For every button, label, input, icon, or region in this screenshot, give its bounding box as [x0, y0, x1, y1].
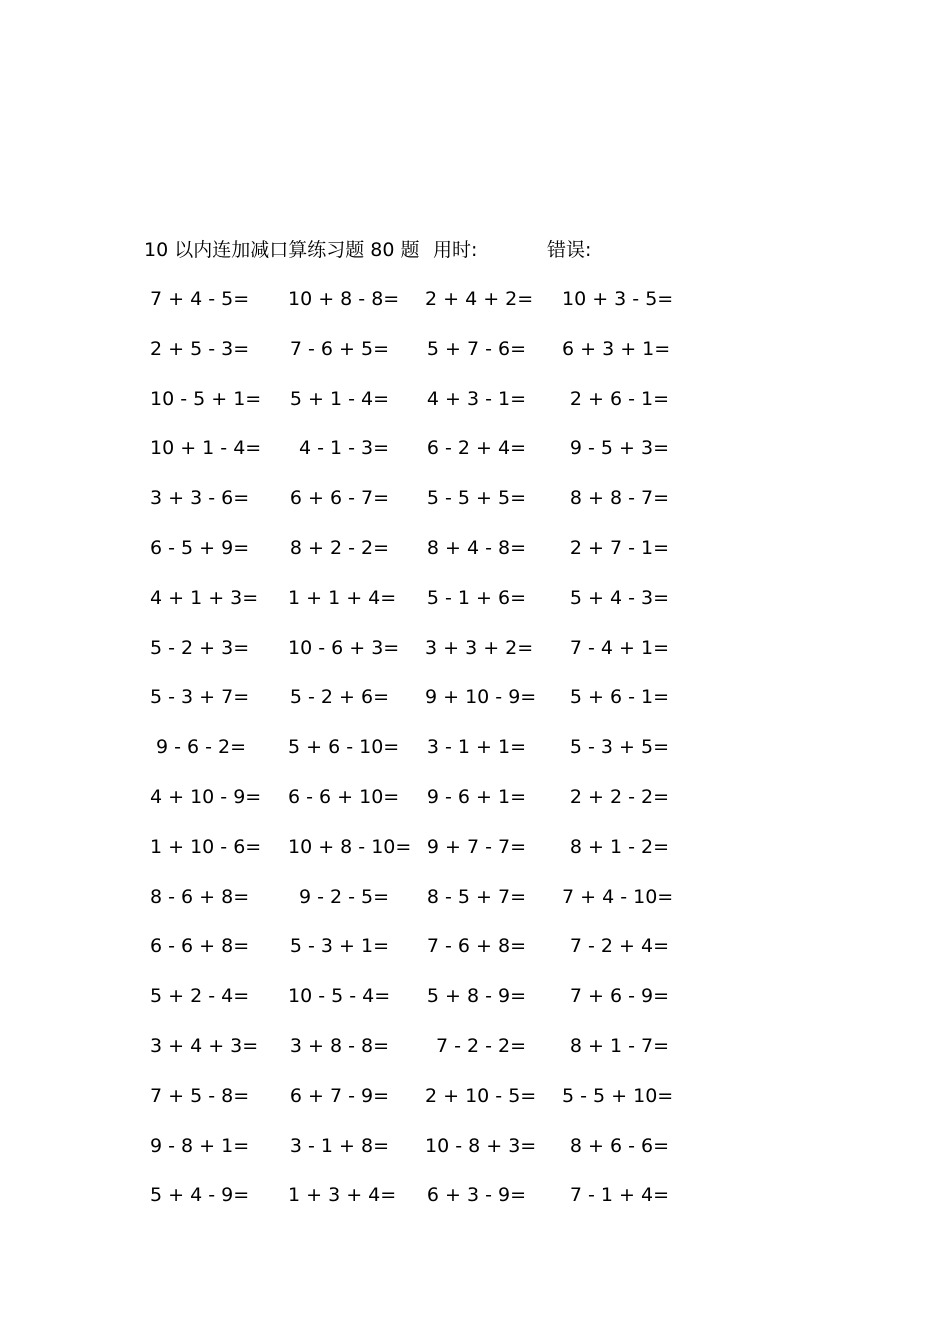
problem-item: 9 - 5 + 3=	[569, 437, 669, 460]
problem-item: 6 + 3 + 1=	[562, 337, 671, 360]
problem-row	[0, 832, 950, 882]
problem-item: 5 + 4 - 9=	[150, 1184, 250, 1207]
problem-item: 3 - 1 + 8=	[289, 1134, 389, 1157]
problem-item: 9 - 8 + 1=	[150, 1134, 250, 1157]
problem-item: 10 + 8 - 10=	[288, 835, 412, 858]
problem-item: 5 + 7 - 6=	[426, 337, 526, 360]
problem-row	[0, 882, 950, 932]
problem-row	[0, 1180, 950, 1230]
problem-item: 5 + 6 - 1=	[569, 686, 669, 709]
problem-item: 5 - 3 + 5=	[569, 736, 669, 759]
problem-item: 9 + 7 - 7=	[426, 835, 526, 858]
problem-row	[0, 1131, 950, 1181]
problem-item: 1 + 3 + 4=	[288, 1184, 397, 1207]
problem-item: 4 + 3 - 1=	[426, 387, 526, 410]
problem-item: 5 + 4 - 3=	[569, 586, 669, 609]
problem-item: 7 + 6 - 9=	[569, 985, 669, 1008]
problem-item: 1 + 10 - 6=	[150, 835, 262, 858]
problem-item: 10 - 8 + 3=	[425, 1134, 537, 1157]
problem-row	[0, 732, 950, 782]
problem-item: 5 - 5 + 5=	[426, 487, 526, 510]
problem-item: 3 + 8 - 8=	[289, 1034, 389, 1057]
problem-item: 6 - 6 + 10=	[288, 785, 400, 808]
problem-item: 8 + 2 - 2=	[289, 536, 389, 559]
problem-item: 7 - 1 + 4=	[569, 1184, 669, 1207]
problem-item: 3 - 1 + 1=	[426, 736, 526, 759]
problem-item: 8 + 1 - 2=	[569, 835, 669, 858]
problem-item: 5 - 2 + 6=	[289, 686, 389, 709]
problem-row	[0, 633, 950, 683]
problem-grid	[0, 284, 950, 1230]
worksheet-header	[0, 236, 950, 264]
problem-item: 3 + 3 - 6=	[150, 487, 250, 510]
problem-row	[0, 1031, 950, 1081]
problem-item: 6 - 6 + 8=	[150, 935, 250, 958]
problem-item: 6 - 2 + 4=	[426, 437, 526, 460]
problem-item: 10 - 5 - 4=	[288, 985, 391, 1008]
problem-item: 5 + 2 - 4=	[150, 985, 250, 1008]
problem-item: 7 - 2 + 4=	[569, 935, 669, 958]
problem-item: 4 + 10 - 9=	[150, 785, 262, 808]
worksheet-title: 10 以内连加减口算练习题 80 题	[144, 239, 420, 261]
time-used-label: 用时:	[433, 239, 478, 261]
problem-item: 10 + 8 - 8=	[288, 288, 400, 310]
problem-row	[0, 682, 950, 732]
problem-item: 3 + 4 + 3=	[150, 1034, 259, 1057]
problem-item: 8 + 1 - 7=	[569, 1034, 669, 1057]
problem-item: 8 + 4 - 8=	[426, 536, 526, 559]
problem-item: 2 + 10 - 5=	[425, 1084, 537, 1107]
problem-item: 2 + 2 - 2=	[569, 785, 669, 808]
problem-item: 4 + 1 + 3=	[150, 586, 259, 609]
problem-item: 8 + 6 - 6=	[569, 1134, 669, 1157]
problem-row	[0, 483, 950, 533]
problem-item: 5 - 1 + 6=	[426, 586, 526, 609]
problem-item: 4 - 1 - 3=	[298, 437, 389, 460]
problem-item: 2 + 7 - 1=	[569, 536, 669, 559]
problem-item: 8 - 5 + 7=	[426, 885, 526, 908]
problem-item: 5 - 2 + 3=	[150, 636, 250, 659]
error-count-label: 错误:	[547, 239, 592, 261]
problem-row	[0, 981, 950, 1031]
problem-item: 8 + 8 - 7=	[569, 487, 669, 510]
problem-item: 9 - 6 + 1=	[426, 785, 526, 808]
problem-item: 7 - 2 - 2=	[435, 1034, 526, 1057]
problem-item: 8 - 6 + 8=	[150, 885, 250, 908]
problem-item: 7 - 4 + 1=	[569, 636, 669, 659]
problem-item: 5 - 3 + 7=	[150, 686, 250, 709]
problem-row	[0, 384, 950, 434]
problem-item: 5 + 6 - 10=	[288, 736, 400, 759]
problem-item: 2 + 6 - 1=	[569, 387, 669, 410]
problem-item: 9 - 6 - 2=	[155, 736, 246, 759]
problem-item: 10 - 5 + 1=	[150, 387, 262, 410]
problem-item: 5 + 8 - 9=	[426, 985, 526, 1008]
problem-item: 7 + 4 - 10=	[562, 885, 674, 908]
problem-item: 7 + 5 - 8=	[150, 1084, 250, 1107]
problem-item: 5 - 3 + 1=	[289, 935, 389, 958]
problem-row	[0, 334, 950, 384]
problem-row	[0, 284, 950, 334]
problem-item: 2 + 5 - 3=	[150, 337, 250, 360]
problem-item: 2 + 4 + 2=	[425, 288, 534, 310]
problem-item: 9 - 2 - 5=	[298, 885, 389, 908]
problem-item: 10 + 3 - 5=	[562, 288, 674, 310]
problem-item: 7 - 6 + 8=	[426, 935, 526, 958]
problem-item: 10 + 1 - 4=	[150, 437, 262, 460]
problem-item: 3 + 3 + 2=	[425, 636, 534, 659]
problem-item: 10 - 6 + 3=	[288, 636, 400, 659]
problem-item: 6 + 3 - 9=	[426, 1184, 526, 1207]
problem-row	[0, 782, 950, 832]
problem-item: 1 + 1 + 4=	[288, 586, 397, 609]
problem-row	[0, 533, 950, 583]
problem-item: 7 - 6 + 5=	[289, 337, 389, 360]
problem-row	[0, 583, 950, 633]
problem-item: 6 + 7 - 9=	[289, 1084, 389, 1107]
problem-item: 9 + 10 - 9=	[425, 686, 537, 709]
problem-row	[0, 931, 950, 981]
problem-item: 6 + 6 - 7=	[289, 487, 389, 510]
problem-item: 6 - 5 + 9=	[150, 536, 250, 559]
problem-row	[0, 1081, 950, 1131]
problem-item: 5 - 5 + 10=	[562, 1084, 674, 1107]
problem-item: 5 + 1 - 4=	[289, 387, 389, 410]
problem-row	[0, 433, 950, 483]
problem-item: 7 + 4 - 5=	[150, 288, 250, 310]
